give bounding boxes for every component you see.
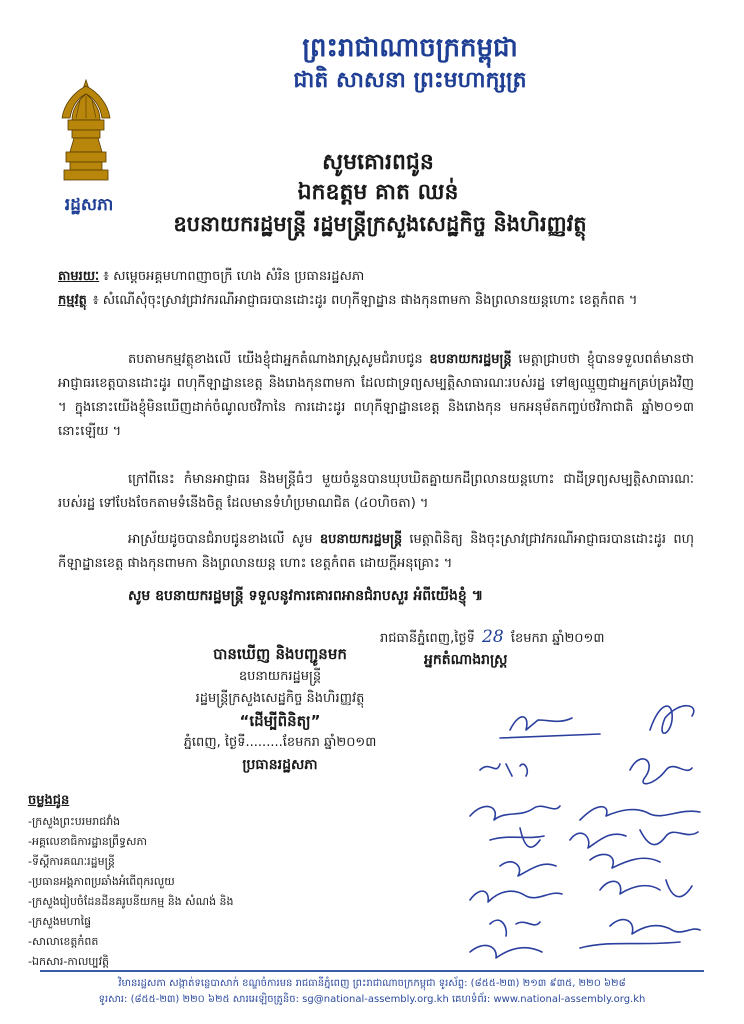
signature-14	[470, 942, 680, 958]
approval-title: បានឃើញ និងបញ្ជូនមក	[213, 645, 347, 663]
closing-rest: ទទួលនូវការគោរពអានជំរាបសួរ អំពីយើងខ្ញុំ ៕	[248, 588, 484, 604]
footer-web-label: គេហទំព័រ:	[452, 994, 491, 1005]
closing-line	[128, 584, 708, 608]
signature-13	[610, 920, 700, 934]
paragraph-2: ក្រៅពីនេះ កំមានអាជ្ញាធរ និងមន្ត្រីធំៗ មួយចំនួនបានឃុបឃិតគ្នាយកដីព្រលានយន្តហោះ ជាដីទ្រព្យសម្បត្តិសាធារណៈរបស់រដ្ឋ ទៅបែងចែកតាមទំនើងចិត្ត ដែលមានទំហំប្រមាណជិត (៤០ហិចតា) ។	[58, 472, 694, 511]
cc-item: -ក្រសួងរៀបចំដែនដីនគរូបនីយកម្ម និង សំណង់ និង	[28, 895, 234, 908]
signature-4	[630, 759, 692, 784]
addressee-name: ឯកឧត្តម គាត ឈន់	[297, 180, 459, 205]
date-day: 28	[482, 627, 504, 647]
cc-item: -ក្រសួងព្រះបរមរាជវាំង	[28, 815, 121, 828]
signature-11	[600, 880, 692, 897]
cc-item: -ឯកសារ-កាលប្បវត្តិ	[28, 955, 110, 968]
via-text: ៖ សម្ដេចអគ្គមហាពញាចក្រី ហេង សំរិន ប្រធានរដ្ឋសភា	[103, 269, 365, 284]
footer-fax: ទូរសារ: (៨៥៥-២៣) ២២០ ៦២៥ សារអេឡិចត្រូនិច:	[98, 994, 299, 1005]
paragraph-3-rest: មេត្តាពិនិត្យ និងចុះស្រាវជ្រាវករណីអាជ្ញាធរបានដោះដូរ ពហុកីឡាដ្ឋានខេត្ត ផាងកុនពាមកា និងព្រលានយន្ត ហោះ ខេត្តកំពត ដោយក្ដីអនុគ្រោះ ។	[58, 532, 695, 571]
subject-line	[58, 290, 698, 312]
signature-6	[580, 807, 700, 820]
addressee-role: ឧបនាយករដ្ឋមន្ត្រី រដ្ឋមន្ត្រីក្រសួងសេដ្ឋកិច្ច និងហិរញ្ញវត្ថុ	[173, 212, 587, 236]
signatories-label: អ្នកតំណាងរាស្ត្រ	[424, 652, 508, 668]
cc-item: -អគ្គលេខាធិការដ្ឋានព្រឹទ្ធសភា	[28, 835, 147, 848]
paragraph-3	[58, 528, 694, 576]
cc-item: -សាលាខេត្តកំពត	[28, 935, 99, 948]
via-label: តាមរយៈ	[58, 269, 100, 284]
paragraph-1-rest: មេត្តាជ្រាបថា ខ្ញុំបានទទួលពត៌មានថា អាជ្ញាធរខេត្តបានដោះដូរ ពហុកីឡាដ្ឋានខេត្ត និងរោងកុនពាមកា ដែលជាទ្រព្យសម្បត្តិសាធារណៈរបស់រដ្ឋ ទៅឲ្យឈ្មួញជាអ្នកគ្រប់គ្រងវិញ ។ ក្នុងនោះយើងខ្ញុំមិនឃើញដាក់ចំណូលថវិកានៃ ការដោះដូរ ពហុកីឡាដ្ឋានខេត្ត និងរោងកុន មកអនុម័តកញ្ចប់ថវិកាជាតិ ឆ្នាំ២០១៣ នោះឡើយ ។	[58, 352, 694, 439]
signature-2	[650, 706, 694, 734]
signature-10	[470, 891, 562, 902]
signature-12	[490, 920, 540, 936]
via-line	[58, 266, 698, 288]
signature-3	[480, 764, 527, 776]
approval-line-3: “ដើម្បីពិនិត្យ”	[239, 712, 321, 730]
paragraph-1-bold: ឧបនាយករដ្ឋមន្ត្រី	[429, 352, 512, 367]
cc-item: -ក្រសួងមហាផ្ទៃ	[28, 915, 92, 928]
paragraph-3-start: អាស្រ័យដូចបានជំរាបជូនខាងលើ សូម	[128, 532, 313, 547]
institution-name: រដ្ឋសភា	[64, 195, 114, 215]
national-assembly-emblem-icon	[54, 78, 118, 190]
footer-address: វិមានរដ្ឋសភា សង្កាត់ទន្លេបាសាក់ ខណ្ឌចំការមន រាជធានីភ្នំពេញ ព្រះរាជាណាចក្រកម្ពុជា ទូរស័ព្ទ: (៨៥៥-២៣) ២១៣ ៩៣៥, ២២០ ៦២៨	[118, 978, 626, 989]
footer-email-link[interactable]: sg@national-assembly.org.kh	[302, 994, 449, 1005]
signature-5	[470, 806, 560, 820]
closing-bold: ឧបនាយករដ្ឋមន្ត្រី	[155, 588, 244, 604]
footer-divider	[40, 970, 704, 972]
signatures-area	[460, 690, 730, 970]
subject-text: ៖ សំណើសុំចុះស្រាវជ្រាវករណីអាជ្ញាធរបានដោះដូរ ពហុកីឡាដ្ឋាន ផាងកុនពាមកា និងព្រលានយន្តហោះ ខេត្តកំពត ។	[92, 293, 638, 308]
subject-label: កម្មវត្ថុ	[58, 293, 87, 308]
paragraph-1-start: តបតាមកម្មវត្ថុខាងលើ យើងខ្ញុំជាអ្នកតំណាងរាស្ត្រសូមជំរាបជូន	[128, 352, 423, 367]
approval-block	[160, 642, 400, 776]
footer-website-link[interactable]: www.national-assembly.org.kh	[493, 994, 646, 1005]
date-prefix: រាជធានីភ្នំពេញ,ថ្ងៃទី	[380, 631, 475, 646]
closing-start: សូម	[128, 588, 151, 604]
paragraph-3-bold: ឧបនាយករដ្ឋមន្ត្រី	[319, 532, 403, 547]
date-line	[380, 626, 720, 650]
cc-item: -ទីស្ដីការគណៈរដ្ឋមន្ត្រី	[28, 855, 115, 868]
signature-7	[490, 828, 544, 847]
paragraph-1	[58, 348, 694, 444]
approval-line-4: ភ្នំពេញ, ថ្ងៃទី.........ខែមករា ឆ្នាំ២០១៣	[183, 735, 377, 750]
approval-line-5: ប្រធានរដ្ឋសភា	[242, 757, 318, 773]
signature-1	[500, 717, 600, 738]
kingdom-title: ព្រះរាជាណាចក្រកម្ពុជា	[302, 33, 518, 63]
footer-contact	[40, 992, 704, 1007]
signature-9	[500, 854, 660, 876]
salutation: សូមគោរពជូន	[322, 150, 434, 175]
national-motto: ជាតិ សាសនា ព្រះមហាក្សត្រ	[293, 68, 527, 93]
approval-line-2: រដ្ឋមន្ត្រីក្រសួងសេដ្ឋកិច្ច និងហិរញ្ញវត្ថុ	[195, 691, 365, 706]
approval-line-1: ឧបនាយករដ្ឋមន្ត្រី	[238, 669, 322, 684]
signature-8	[570, 830, 698, 848]
cc-title: ចម្លងជូន	[28, 793, 70, 808]
cc-block	[28, 790, 258, 972]
cc-item: -ប្រធានអង្គភាពប្រឆាំងអំពើពុករលួយ	[28, 875, 175, 888]
date-suffix: ខែមករា ឆ្នាំ២០១៣	[510, 631, 605, 646]
